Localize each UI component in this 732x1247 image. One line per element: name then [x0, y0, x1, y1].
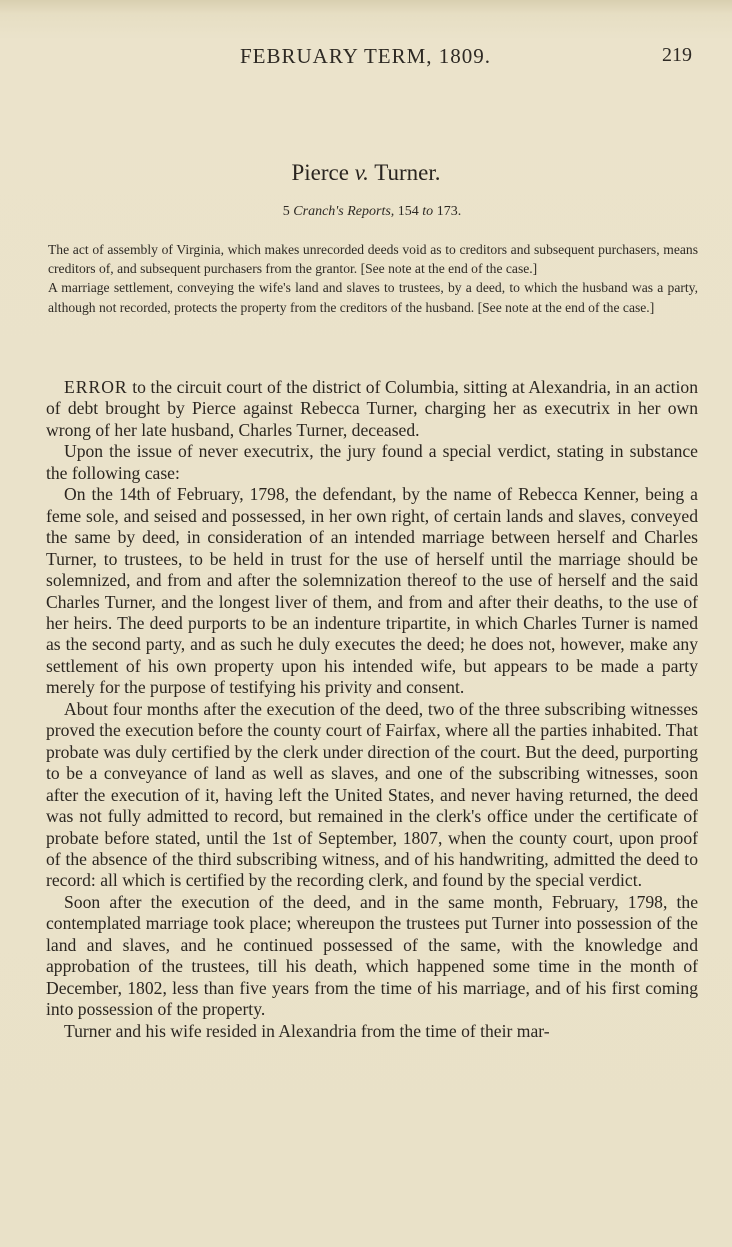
- citation-pages-from: 154: [397, 204, 419, 219]
- paragraph-facts-deed: [46, 484, 698, 699]
- citation-volume: 5: [282, 204, 290, 219]
- page-number: 219: [662, 44, 692, 66]
- headnote-1: The act of assembly of Virginia, which makes unrecorded deeds void as to creditors and subsequent purchasers, means creditors of, and subsequent purchasers from the grantor. [See note at the end of the case.]: [48, 242, 698, 277]
- paragraph-error-text: to the circuit court of the district of Columbia, sitting at Alexandria, in an action of debt brought by Pierce against Rebecca Turner, charging her as executrix in her own wrong of her late husband, Charles Turner, deceased.: [46, 377, 698, 440]
- running-head-title: FEBRUARY TERM, 1809.: [240, 44, 492, 68]
- paragraph-issue-text: Upon the issue of never executrix, the jury found a special verdict, stating in substance the following case:: [46, 441, 698, 483]
- paragraph-probate: [46, 699, 698, 892]
- citation-reporter: Cranch's Reports,: [293, 204, 395, 219]
- headnotes: [48, 240, 698, 317]
- paragraph-marriage-text: Soon after the execution of the deed, and in the same month, February, 1798, the contemplated marriage took place; whereupon the trustees put Turner into possession of the land and slaves, and he continued possessed of the same, with the knowledge and approbation of the trustees, till his death, which happened some time in the month of December, 1802, less than five years from the time of his marriage, and of his first coming into possession of the property.: [46, 891, 698, 1020]
- headnote-2: A marriage settlement, conveying the wife's land and slaves to trustees, by a deed, to which the husband was a party, although not recorded, protects the property from the creditors of the husband. [See note at the end of the case.]: [48, 280, 698, 315]
- citation-pages-to: 173.: [436, 204, 462, 219]
- citation-to: to: [422, 204, 434, 219]
- case-title: [0, 160, 732, 186]
- opinion-body: [46, 377, 698, 1042]
- paragraph-issue: [46, 441, 698, 484]
- paragraph-probate-text: About four months after the execution of the deed, two of the three subscribing witnesses proved the execution before the county court of Fairfax, where all the parties inhabited. That probate was duly certified by the clerk under direction of the court. But the deed, purporting to be a conveyance of land as well as slaves, and one of the subscribing witnesses, soon after the execution of it, having left the United States, and never having returned, the deed was not fully admitted to record, but remained in the clerk's office under the certificate of probate before stated, until the 1st of September, 1807, when the county court, upon proof of the absence of the third subscribing witness, and of his handwriting, admitted the deed to record: all which is certified by the recording clerk, and found by the special verdict.: [46, 698, 698, 891]
- paragraph-residence-text: Turner and his wife resided in Alexandria from the time of their mar-: [64, 1020, 550, 1041]
- case-party-plaintiff: Pierce: [291, 160, 349, 185]
- case-party-defendant: Turner.: [374, 160, 441, 185]
- case-versus: v.: [354, 160, 369, 185]
- paragraph-error: [46, 377, 698, 441]
- paragraph-residence: [46, 1021, 698, 1042]
- paragraph-marriage: [46, 892, 698, 1021]
- running-head: [0, 44, 732, 74]
- paragraph-lead-word: ERROR: [64, 377, 128, 397]
- paragraph-facts-deed-text: On the 14th of February, 1798, the defendant, by the name of Rebecca Kenner, being a feme sole, and seised and possessed, in her own right, of certain lands and slaves, conveyed the same by deed, in consideration of an intended marriage between herself and Charles Turner, to trustees, to be held in trust for the use of herself until the marriage should be solemnized, and from and after the solemnization thereof to the use of herself and the said Charles Turner, and the longest liver of them, and from and after their deaths, to the use of her heirs. The deed purports to be an indenture tripartite, in which Charles Turner is named as the second party, and as such he duly executes the deed; he does not, however, make any settlement of his own property upon his intended wife, but appears to be made a party merely for the purpose of testifying his privity and consent.: [46, 484, 698, 698]
- case-citation: [0, 204, 732, 220]
